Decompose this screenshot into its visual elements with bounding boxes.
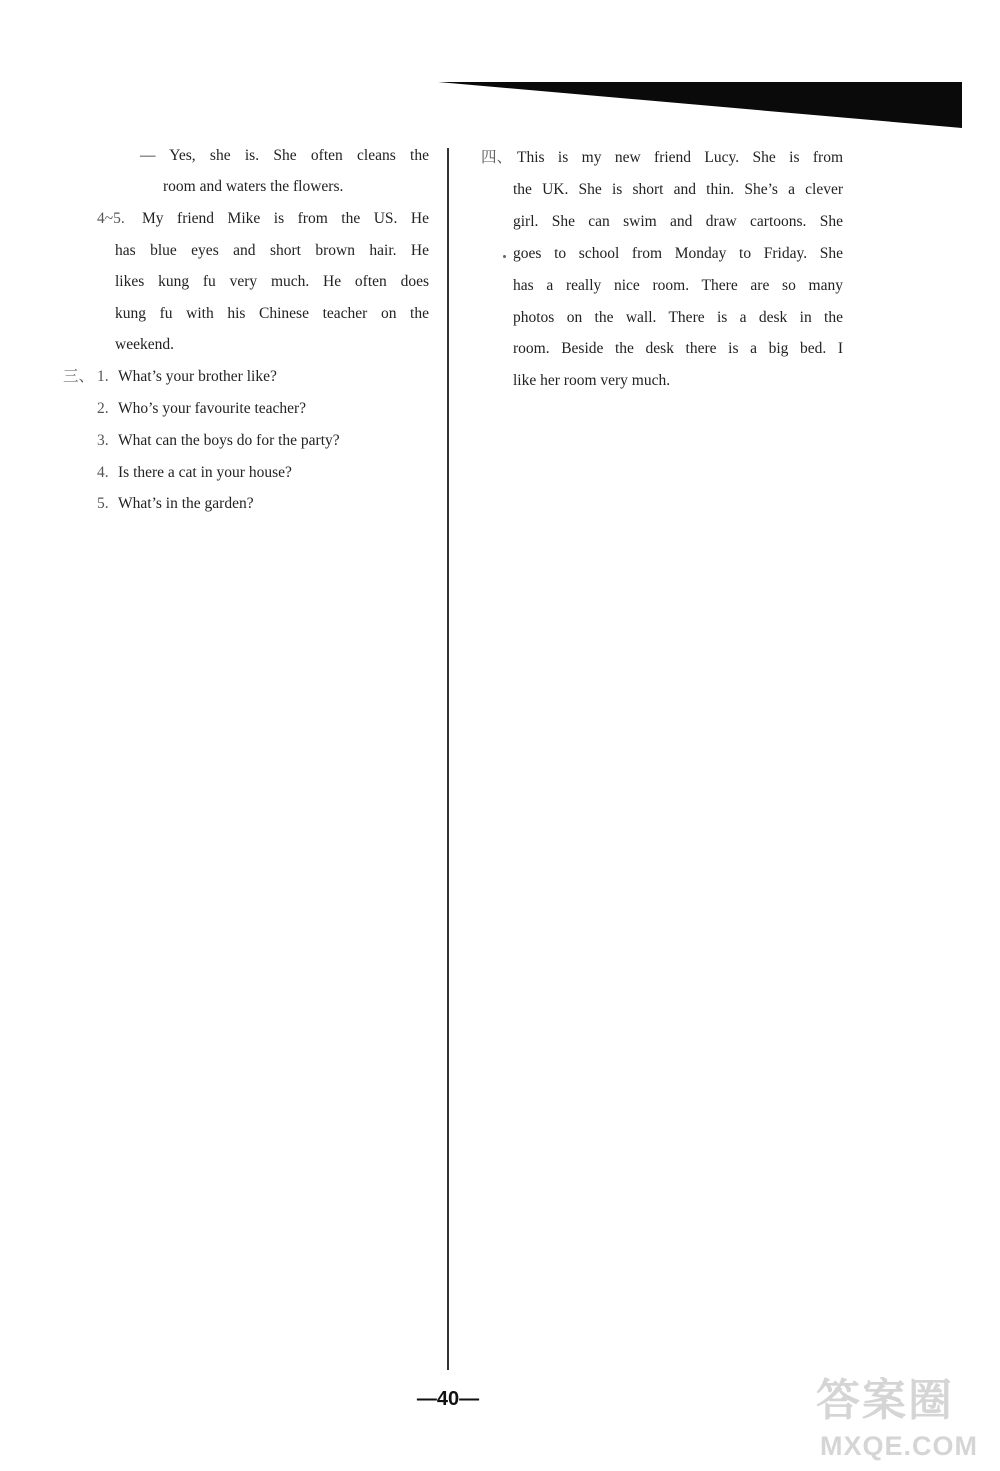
item-4-5-line-2: has blue eyes and short brown hair. He	[115, 242, 429, 259]
header-wedge	[0, 0, 1000, 140]
section-3-item-4-text: Is there a cat in your house?	[118, 464, 292, 481]
item-4-5-marker: 4~5.	[97, 210, 125, 227]
watermark-chinese-text: 答案圈	[816, 1375, 954, 1426]
section-3-item-5-number: 5.	[97, 495, 109, 512]
item-4-5-line-1: My friend Mike is from the US. He	[142, 210, 429, 227]
answer-tail-line-2: room and waters the flowers.	[163, 178, 344, 195]
section-4-marker: 四、	[481, 149, 513, 166]
section-4-line-3: girl. She can swim and draw cartoons. She	[513, 213, 843, 230]
section-3-item-1-number: 1.	[97, 368, 109, 385]
section-3-item-3-number: 3.	[97, 432, 109, 449]
section-3-item-3-text: What can the boys do for the party?	[118, 432, 340, 449]
watermark-logo	[808, 1376, 994, 1468]
section-3-item-2-text: Who’s your favourite teacher?	[118, 400, 307, 417]
section-3-item-4-number: 4.	[97, 464, 109, 481]
watermark-url-text: MXQE.COM	[820, 1431, 979, 1461]
section-3-item-2-number: 2.	[97, 400, 109, 417]
section-4-line-1: This is my new friend Lucy. She is from	[517, 149, 843, 166]
section-4-line-8: like her room very much.	[513, 372, 671, 389]
column-divider	[447, 148, 449, 1370]
section-3-item-1-text: What’s your brother like?	[118, 368, 277, 385]
answer-tail-line-1: — Yes, she is. She often cleans the	[140, 147, 429, 164]
section-4-line-6: photos on the wall. There is a desk in the	[513, 309, 843, 326]
item-4-5-line-4: kung fu with his Chinese teacher on the	[115, 305, 429, 322]
section-3-marker: 三、	[63, 368, 95, 385]
stray-dot	[503, 255, 506, 258]
page-number: —40—	[416, 1388, 480, 1410]
item-4-5-line-5: weekend.	[115, 336, 174, 353]
section-4-line-7: room. Beside the desk there is a big bed. I	[513, 340, 843, 357]
section-3-item-5-text: What’s in the garden?	[118, 495, 254, 512]
section-4-line-4: goes to school from Monday to Friday. She	[513, 245, 843, 262]
section-4-line-2: the UK. She is short and thin. She’s a clever	[513, 181, 843, 198]
section-4-line-5: has a really nice room. There are so many	[513, 277, 843, 294]
item-4-5-line-3: likes kung fu very much. He often does	[115, 273, 429, 290]
